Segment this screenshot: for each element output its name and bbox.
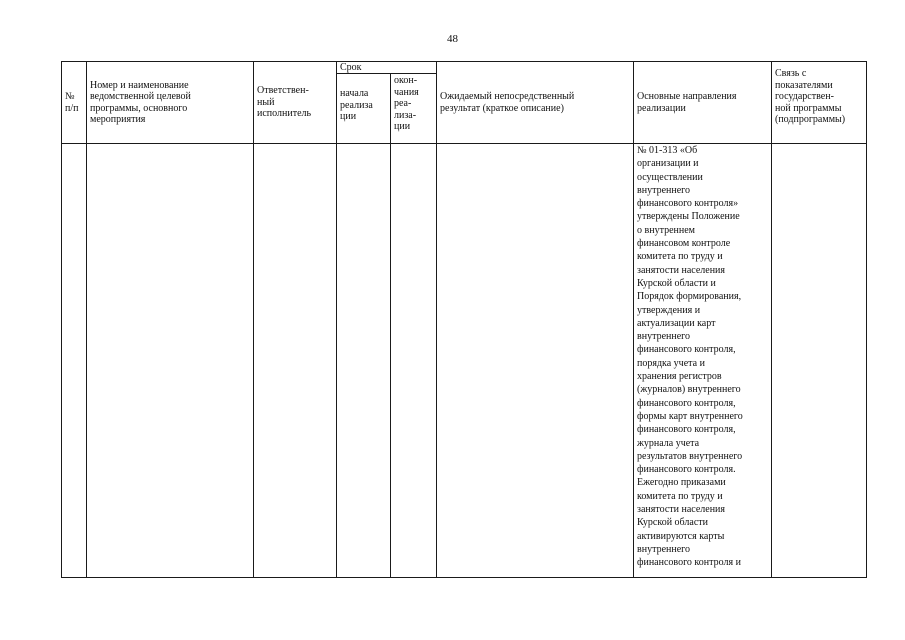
cell-result xyxy=(437,144,634,578)
cell-term-end xyxy=(391,144,437,578)
header-term: Срок xyxy=(337,62,437,74)
header-directions: Основные направления реализации xyxy=(634,62,772,144)
header-executor: Ответствен- ный исполнитель xyxy=(254,62,337,144)
cell-executor xyxy=(254,144,337,578)
header-term-start: начала реализа ции xyxy=(337,74,391,144)
program-activities-table xyxy=(61,61,867,578)
cell-program xyxy=(87,144,254,578)
header-term-end: окон- чания реа- лиза- ции xyxy=(391,74,437,144)
cell-directions: № 01-313 «Об организации и осуществлении внутреннего финансового контроля» утверждены Положение о внутреннем финансовом контроле комитета по труду и занятости населения Курской области и Порядок формирования, утверждения и актуализации карт внутреннего финансового контроля, порядка учета и хранения регистров (журналов) внутреннего финансового контроля, формы карт внутреннего финансового контроля, журнала учета результатов внутреннего финансового контроля. Ежегодно приказами комитета по труду и занятости населения Курской области активируются карты внутреннего финансового контроля и xyxy=(634,144,772,578)
header-num: № п/п xyxy=(62,62,87,144)
page-number: 48 xyxy=(447,33,458,45)
header-result: Ожидаемый непосредственный результат (краткое описание) xyxy=(437,62,634,144)
cell-num xyxy=(62,144,87,578)
header-program: Номер и наименование ведомственной целевой программы, основного мероприятия xyxy=(87,62,254,144)
cell-link xyxy=(772,144,867,578)
cell-term-start xyxy=(337,144,391,578)
table-row xyxy=(62,144,867,578)
header-link: Связь с показателями государствен- ной программы (подпрограммы) xyxy=(772,62,867,144)
